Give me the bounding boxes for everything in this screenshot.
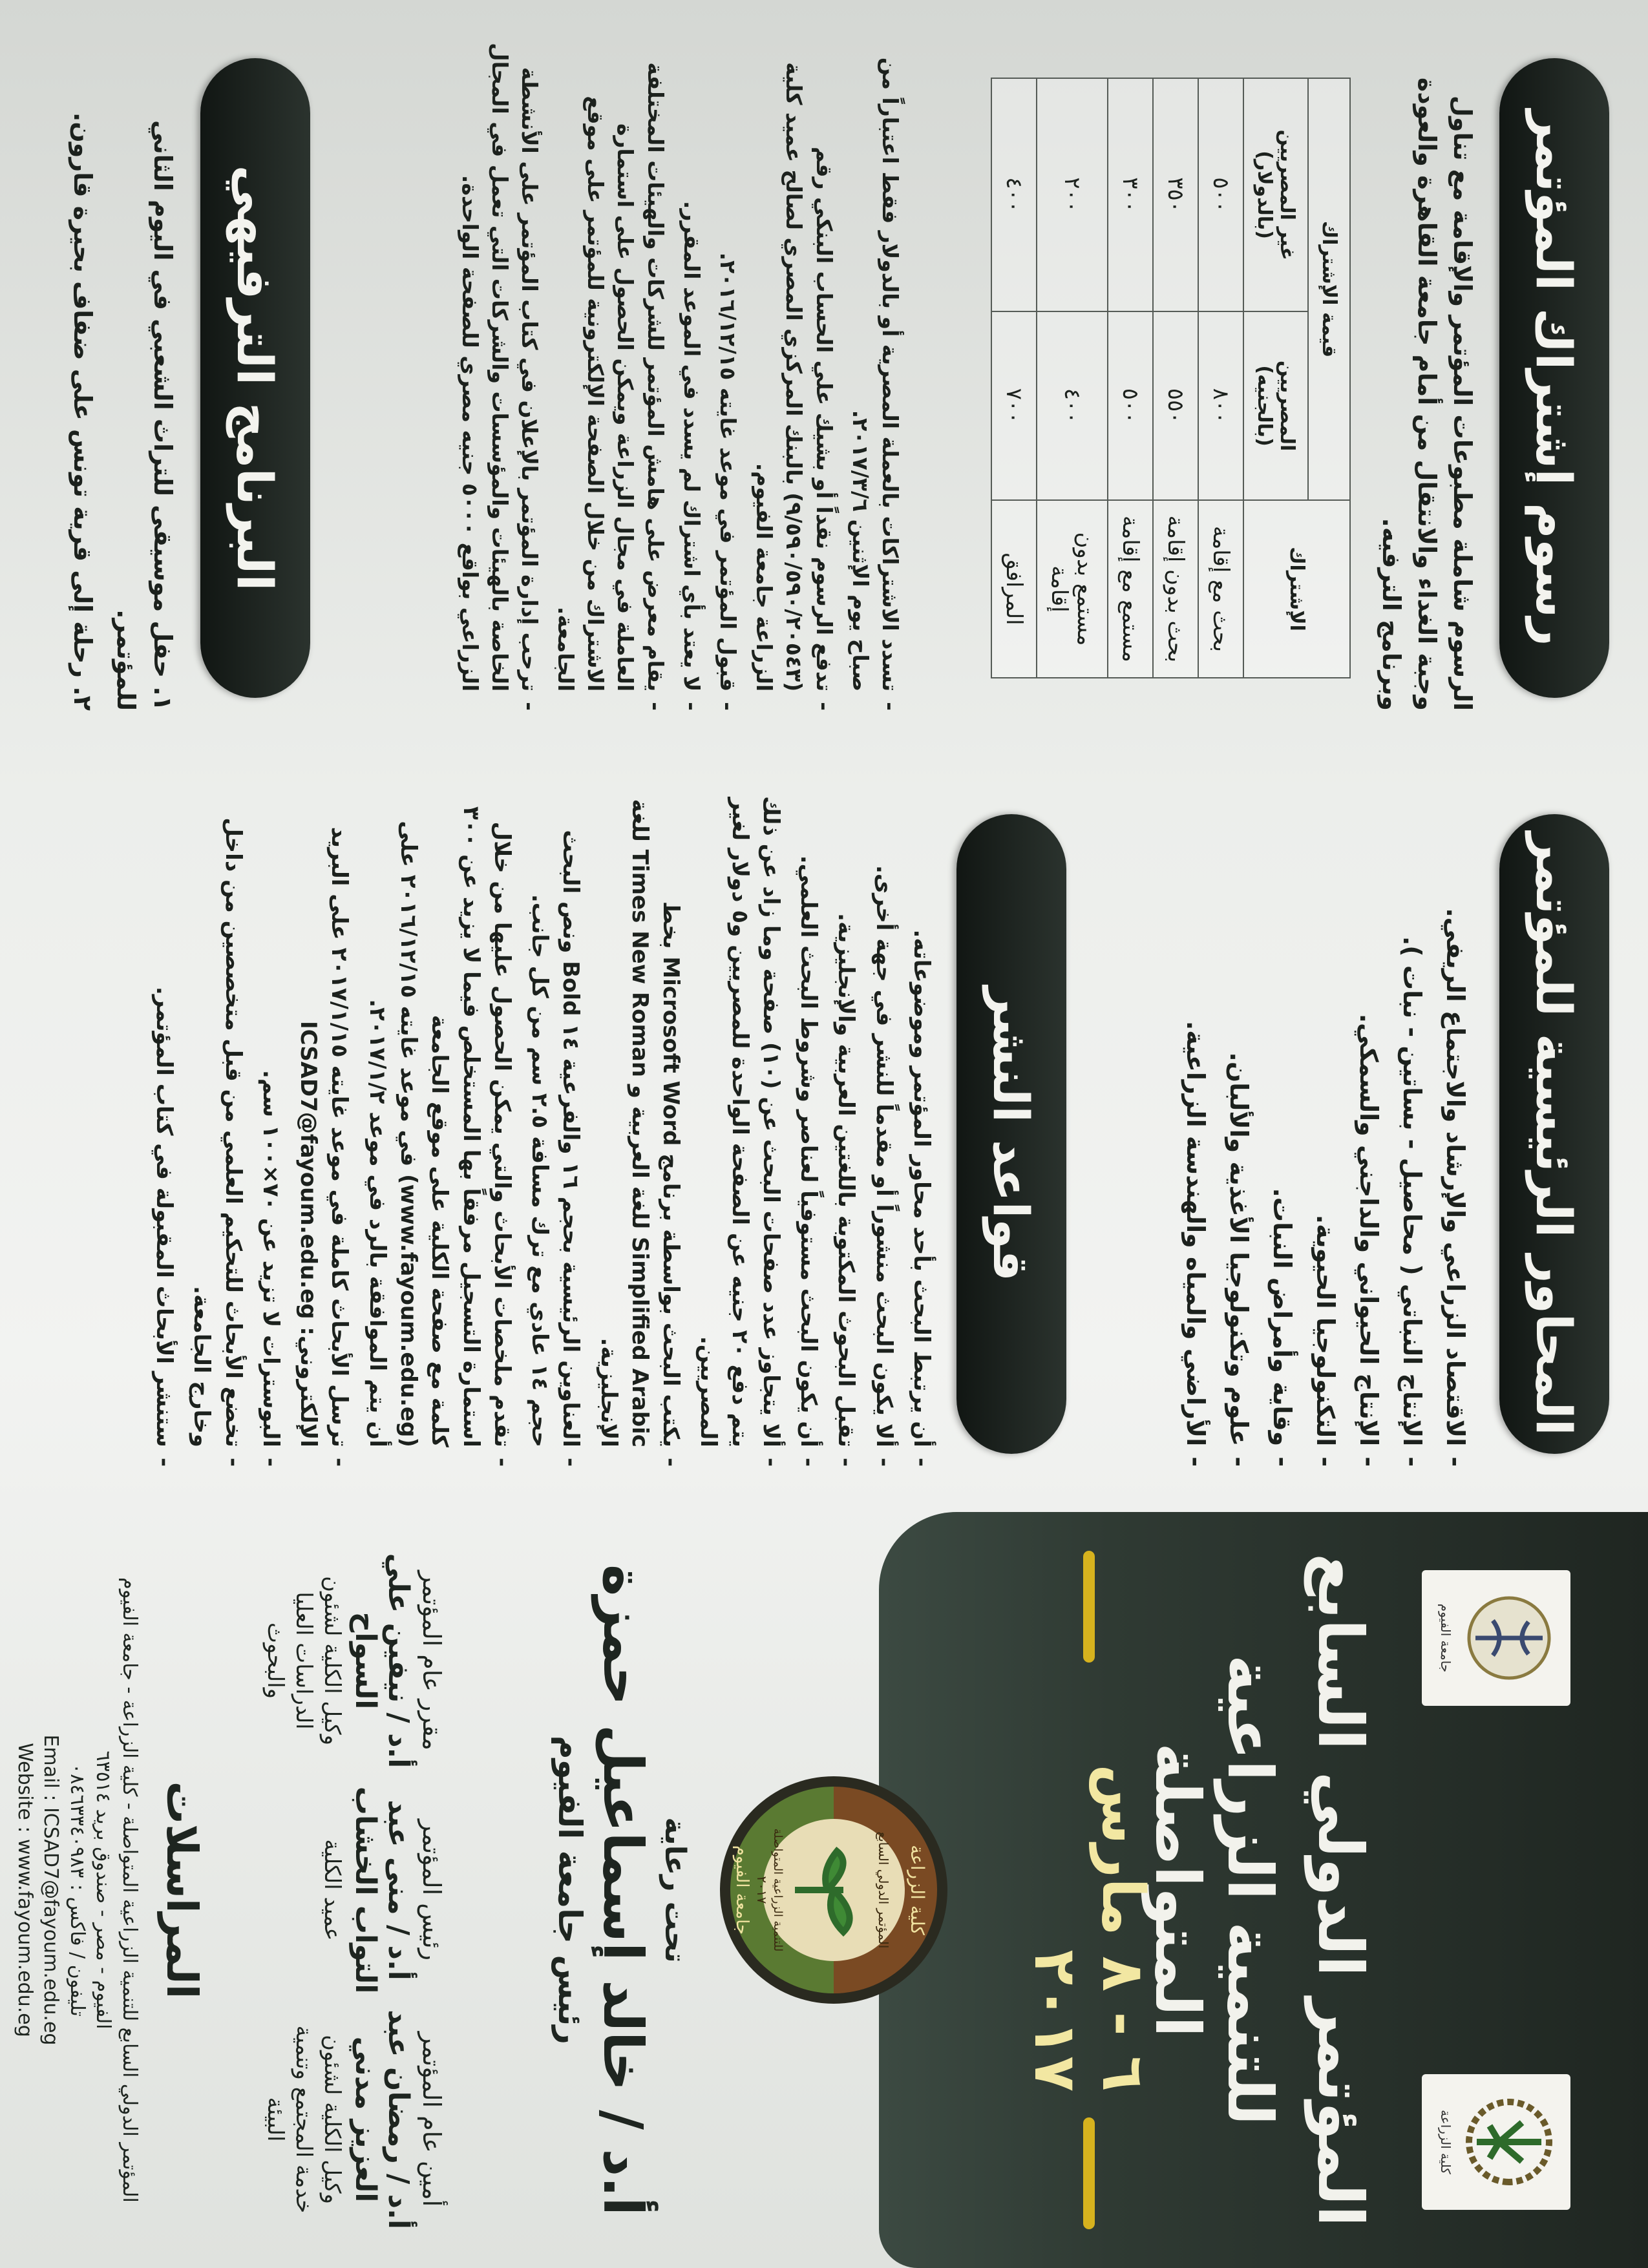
faculty-logo-caption: كلية الزراعة bbox=[1438, 2110, 1453, 2174]
list-item: - أن يكون البحث مستوفياً لعناصر وشروط البحث العلمي. bbox=[796, 855, 822, 1467]
list-item: - الإنتاج النباتي ( محاصيل - بساتين - نبات ). bbox=[1398, 936, 1426, 1467]
contact-line: الفيوم - مصر - صندوق بريد ٦٣٥١٤ bbox=[92, 1750, 115, 2030]
list-item: - تسدد الاشتراكات بالعملة المصرية أو بالدولار فقط اعتباراً من صباح يوم الإثنين ٢٠١٧/٣/٦. bbox=[847, 57, 903, 711]
list-item: - وقاية وأمراض النبات. bbox=[1268, 1188, 1296, 1467]
patron-name: أ.د / خالد إسماعيل حمزة bbox=[591, 1564, 655, 2216]
faculty-logo bbox=[1422, 2074, 1570, 2210]
table-row bbox=[1037, 78, 1108, 678]
list-item: - ترسل الأبحاث كاملة في موعد غايته ٢٠١٧/١/١٥ على البريد الإلكتروني: ICSAD7@fayoum.edu.eg bbox=[295, 826, 353, 1467]
rules-list bbox=[142, 795, 937, 1467]
table-cell: ٢٠٠ bbox=[1037, 78, 1108, 311]
list-item: - الأراضي والمياه والهندسة الزراعية. bbox=[1181, 1020, 1210, 1467]
table-row bbox=[1108, 78, 1153, 678]
list-item: - ألا يكون البحث منشوراً أو مقدماً للنشر في جهة أخرى. bbox=[871, 865, 897, 1467]
patron-role: رئيس جامعة الفيوم bbox=[551, 1735, 589, 2045]
conference-title-line2: للتنمية الزراعية المتواصلة bbox=[1141, 1654, 1286, 2126]
officer-name: أ.د / منى عبد التواب الخشاب bbox=[349, 1786, 415, 1994]
officer-name: أ.د / نيفين علي السواح bbox=[349, 1553, 415, 1769]
list-item: - تقبل البحوث المكتوبة باللغتين العربية والإنجليزية. bbox=[833, 913, 860, 1467]
column-header-foreign: غير المصريين (بالدولار) bbox=[1243, 78, 1308, 311]
contact-website: Website : www.fayoum.edu.eg bbox=[14, 1743, 36, 2037]
fees-intro: الرسوم شاملة مطبوعات المؤتمر والإقامة مع تناول وجبة الغداء والانتقال من أمام جامعة القاهرة والعودة وبرنامج الترفيه. bbox=[1377, 77, 1477, 711]
emblem-bottom-text: جامعة الفيوم bbox=[732, 1845, 752, 1935]
fees-table bbox=[991, 78, 1351, 678]
table-cell: ٥٥٠ bbox=[1153, 311, 1198, 500]
table-row bbox=[1198, 78, 1243, 678]
list-item: - ألا يتجاوز عدد صفحات البحث عن (١٠) صفحة وما زاد عن ذلك يتم دفع ٢٠ جنيه عن الصفحة الواحدة للمصريين و٥ دولار لغير المصريين. bbox=[695, 796, 784, 1467]
fees-notes bbox=[448, 39, 905, 711]
contact-line: المؤتمر الدولي السابع للتنمية الزراعية المتواصلة - كلية الزراعة - جامعة الفيوم bbox=[118, 1577, 141, 2203]
table-cell: ٣٠٠ bbox=[1108, 78, 1153, 311]
list-item: - لا يعتد بأي اشتراك لم يسدد في الموعد المقرر. bbox=[679, 200, 704, 711]
table-cell: بحث مع إقامة bbox=[1198, 500, 1243, 678]
list-item: - تدفع الرسوم نقداً أو بشيك علي الحساب البنكي رقم (٩/٥٩٠/٥٩٠/٢٠٥٤٣) بالبنك المركزي المصري لصالح عميد كلية الزراعة جامعة الفيوم. bbox=[752, 62, 837, 711]
university-logo-caption: جامعة الفيوم bbox=[1438, 1603, 1453, 1673]
officer-role: مقرر عام المؤتمر bbox=[417, 1570, 446, 1751]
list-item: ١. حفل موسيقى للتراث الشعبي في اليوم الثاني للمؤتمر. bbox=[112, 120, 177, 711]
officer-role: أمين عام المؤتمر bbox=[417, 2032, 446, 2207]
list-item: - يكتب البحث بواسطة برنامج Microsoft Word بخط Simplified Arabic للغة العربية و Times New Roman للغة الإنجليزية. bbox=[595, 799, 684, 1467]
table-header-row bbox=[1308, 78, 1350, 678]
officer-title: عميد الكلية bbox=[319, 1839, 345, 1941]
officer-role: رئيس المؤتمر bbox=[417, 1819, 446, 1961]
officer-president bbox=[260, 1780, 446, 2000]
table-cell: ٧٠٠ bbox=[991, 311, 1037, 500]
list-item: - يقام معرض على هامش المؤتمر للشركات والهيئات المختلفة العاملة في مجال الزراعة ويمكن الحصول على استمارة الاشتراك من خلال الصفحة الإلكترونية للمؤتمر على موقع الجامعة. bbox=[553, 62, 668, 711]
program-heading: البرنامج الترفيهي bbox=[200, 58, 310, 698]
table-row bbox=[1153, 78, 1198, 678]
date-bar-right bbox=[1083, 2117, 1095, 2229]
axes-list bbox=[1170, 795, 1474, 1467]
table-cell: ٤٠٠ bbox=[1037, 311, 1108, 500]
officer-rapporteur bbox=[260, 1551, 446, 1770]
officer-secretary-general bbox=[260, 2010, 446, 2229]
list-item: - العناوين الرئيسية بحجم ١٦ والفرعية ١٤ Bold ونص البحث حجم ١٤ عادي مع ترك مسافة ٢.٥ سم من كل جانب. bbox=[527, 830, 584, 1467]
table-cell: بحث بدون إقامة bbox=[1153, 500, 1198, 678]
patronage-block bbox=[551, 1512, 692, 2268]
officer-title: وكيل الكلية لشئون الدراسات العليا والبحوث bbox=[262, 1575, 345, 1746]
conference-emblem bbox=[717, 1774, 950, 2006]
officers-row bbox=[260, 1551, 446, 2229]
officer-title: وكيل الكلية لشئون خدمة المجتمع وتنمية البيئة bbox=[262, 2025, 345, 2214]
emblem-mid-text: المؤتمر الدولي السابع bbox=[876, 1831, 891, 1949]
university-emblem-icon bbox=[1431, 1583, 1561, 1693]
contact-heading: المراسلات bbox=[157, 1781, 207, 1999]
table-cell: مستمع مع إقامة bbox=[1108, 500, 1153, 678]
list-item: - الإنتاج الحيواني والداجني والسمكي. bbox=[1355, 1013, 1383, 1467]
patron-label: تحت رعاية bbox=[659, 1817, 692, 1963]
table-cell: ٤٠٠ bbox=[991, 78, 1037, 311]
contact-block bbox=[12, 1538, 143, 2242]
rules-heading: قواعد النشر bbox=[956, 814, 1066, 1454]
date-bar-left bbox=[1083, 1551, 1095, 1663]
list-item: - الاقتصاد الزراعي والإرشاد والاجتماع الريفي. bbox=[1441, 908, 1470, 1467]
conference-date: ٦ - ٨ مارس ٢٠١٧ bbox=[1021, 1764, 1157, 2092]
date-row bbox=[1021, 1551, 1157, 2229]
list-item: - ترحب إدارة المؤتمر بالإعلان في كتاب المؤتمر على الأنشطة الخاصة بالهيئات والمؤسسات والشركات التي تعمل في المجال الزراعي بواقع ٥٠٠٠ جنيه مصري للصفحة الواحدة. bbox=[457, 43, 542, 711]
column-group-header: قيمة الإشتراك bbox=[1308, 78, 1350, 500]
axes-heading: المحاور الرئيسية للمؤتمر bbox=[1499, 814, 1609, 1454]
officer-name: أ.د / رمضان عبد العزيز مدني bbox=[349, 2010, 415, 2229]
table-cell: ٥٠٠ bbox=[1198, 78, 1243, 311]
fees-panel bbox=[0, 0, 1648, 756]
emblem-year-text: ٢٠١٧ bbox=[754, 1876, 770, 1904]
title-panel bbox=[0, 1512, 1648, 2268]
list-item: - التكنولوجيا الحيوية. bbox=[1311, 1214, 1340, 1467]
table-cell: المرافق bbox=[991, 500, 1037, 678]
emblem-mid2-text: للتنمية الزراعية المتواصلة bbox=[771, 1828, 785, 1952]
list-item: - البوسترات لا تزيد عن ٧٠×١٠٠ سم. bbox=[257, 1070, 284, 1467]
faculty-emblem-icon bbox=[1431, 2087, 1561, 2197]
column-header-type: الإشتراك bbox=[1243, 500, 1350, 678]
contact-email: Email : ICSAD7@fayoum.edu.eg bbox=[39, 1734, 63, 2046]
column-header-egyptian: المصريين (بالجنيه) bbox=[1243, 311, 1308, 500]
conference-title-line1: المؤتمر الدولي السابع bbox=[1304, 1553, 1377, 2227]
table-cell: ٥٠٠ bbox=[1108, 311, 1153, 500]
table-row bbox=[991, 78, 1037, 678]
list-item: - قبول المؤتمر في موعد غايته ٢٠١٦/١٢/١٥. bbox=[715, 252, 741, 711]
table-cell: ٨٠٠ bbox=[1198, 311, 1243, 500]
emblem-top-text: كلية الزراعة bbox=[907, 1845, 928, 1935]
university-logo bbox=[1422, 1570, 1570, 1706]
contact-line: تليفون / فاكس : ٠٨٤٦٣٣٤٠٩٨٣ bbox=[66, 1763, 89, 2017]
list-item: - تخضع الأبحاث للتحكيم العلمي من قبل متخصصين من داخل وخارج الجامعة. bbox=[189, 817, 246, 1467]
program-list bbox=[58, 39, 181, 711]
table-cell: مستمع بدون إقامة bbox=[1037, 500, 1108, 678]
axes-panel bbox=[0, 756, 1648, 1512]
fees-heading: رسوم إشتراك المؤتمر bbox=[1499, 58, 1609, 698]
list-item: - ستنشر الأبحاث المقبولة في كتاب المؤتمر. bbox=[151, 986, 178, 1467]
list-item: - تقدم ملخصات الأبحاث والتي يمكن الحصول عليها من خلال استمارة التسجيل مرفقاً بها المستخلص فيما لا يزيد عن ٣٠٠ كلمة مع صفحة الكلية على موقع الجامعة (www.fayoum.edu.eg) في موعد غايته ٢٠١٦/١٢/١٥ على أن يتم الموافقة بالرد في موعد ٢٠١٧/١/٢. bbox=[364, 806, 515, 1467]
list-item: ٢. رحلة إلى قرية تونس على ضفاف بحيرة قارون. bbox=[69, 112, 97, 711]
list-item: - علوم وتكنولوجيا الأغذية والألبان. bbox=[1225, 1052, 1253, 1467]
list-item: - أن يرتبط البحث بأحد محاور المؤتمر وموضوعاته. bbox=[909, 929, 935, 1467]
table-cell: ٣٥٠ bbox=[1153, 78, 1198, 311]
